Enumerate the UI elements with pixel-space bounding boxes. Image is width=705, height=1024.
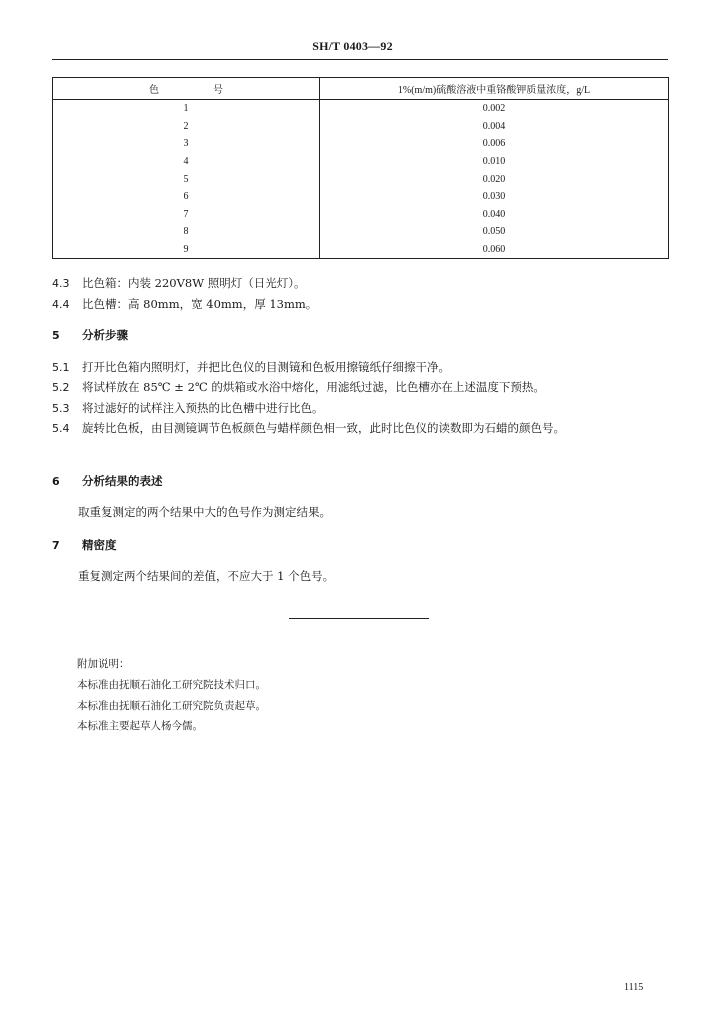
clause-4-3 xyxy=(52,275,305,292)
clause-5-1 xyxy=(52,359,450,376)
color-number-table xyxy=(52,77,669,259)
section-number: 7 xyxy=(52,539,60,552)
clause-number: 5.2 xyxy=(52,381,70,394)
table-row xyxy=(53,223,669,241)
clause-number: 4.4 xyxy=(52,298,70,311)
cell-color-number: 5 xyxy=(53,170,320,188)
table-row xyxy=(53,153,669,171)
table-row xyxy=(53,241,669,259)
standard-code-header: SH/T 0403—92 xyxy=(312,39,393,53)
table-body xyxy=(53,100,669,259)
section-number: 5 xyxy=(52,329,60,342)
cell-color-number: 7 xyxy=(53,206,320,224)
clause-5-4 xyxy=(52,418,668,439)
clause-number: 5.1 xyxy=(52,361,70,374)
section-title: 精密度 xyxy=(82,538,117,552)
cell-concentration: 0.030 xyxy=(320,188,669,206)
page-number: 1115 xyxy=(624,982,644,993)
header-rule xyxy=(52,59,668,60)
clause-5-2 xyxy=(52,379,545,396)
clause-text: 比色箱：内装 220V8W 照明灯（日光灯）。 xyxy=(82,276,306,290)
notes-line: 本标准由抚顺石油化工研究院技术归口。 xyxy=(77,679,266,691)
cell-color-number: 6 xyxy=(53,188,320,206)
table-row xyxy=(53,135,669,153)
section-6-text: 取重复测定的两个结果中大的色号作为测定结果。 xyxy=(78,505,331,519)
table-row xyxy=(53,206,669,224)
table-row xyxy=(53,118,669,136)
section-number: 6 xyxy=(52,475,60,488)
cell-color-number: 3 xyxy=(53,135,320,153)
cell-color-number: 9 xyxy=(53,241,320,259)
table-row xyxy=(53,100,669,118)
notes-line: 本标准由抚顺石油化工研究院负责起草。 xyxy=(77,700,266,712)
clause-text: 旋转比色板，由目测镜调节色板颜色与蜡样颜色相一致，此时比色仪的读数即为石蜡的颜色号。 xyxy=(82,421,565,435)
cell-color-number: 1 xyxy=(53,100,320,118)
cell-concentration: 0.050 xyxy=(320,223,669,241)
section-title: 分析步骤 xyxy=(82,328,128,342)
cell-concentration: 0.060 xyxy=(320,241,669,259)
clause-5-3 xyxy=(52,400,324,417)
section-title: 分析结果的表述 xyxy=(82,474,163,488)
cell-color-number: 8 xyxy=(53,223,320,241)
clause-number: 5.3 xyxy=(52,402,70,415)
section-7-text: 重复测定两个结果间的差值，不应大于 1 个色号。 xyxy=(78,569,335,583)
clause-text: 将过滤好的试样注入预热的比色槽中进行比色。 xyxy=(82,401,324,415)
cell-concentration: 0.020 xyxy=(320,170,669,188)
clause-4-4 xyxy=(52,296,317,313)
column-header-color-number: 色 号 xyxy=(53,78,320,100)
end-divider xyxy=(289,618,429,619)
table-header-row xyxy=(53,78,669,100)
clause-number: 5.4 xyxy=(52,422,70,435)
section-7-heading xyxy=(52,537,117,554)
cell-concentration: 0.010 xyxy=(320,153,669,171)
notes-title: 附加说明： xyxy=(77,658,130,670)
cell-concentration: 0.002 xyxy=(320,100,669,118)
section-5-heading xyxy=(52,327,128,344)
table-row xyxy=(53,170,669,188)
cell-concentration: 0.006 xyxy=(320,135,669,153)
column-header-concentration: 1%(m/m)硫酸溶液中重铬酸钾质量浓度，g/L xyxy=(320,78,669,100)
cell-color-number: 4 xyxy=(53,153,320,171)
table-row xyxy=(53,188,669,206)
section-6-heading xyxy=(52,473,163,490)
clause-number: 4.3 xyxy=(52,277,70,290)
cell-concentration: 0.004 xyxy=(320,118,669,136)
notes-line: 本标准主要起草人杨今儒。 xyxy=(77,720,203,732)
clause-text: 将试样放在 85℃ ± 2℃ 的烘箱或水浴中熔化，用滤纸过滤，比色槽亦在上述温度下预热。 xyxy=(82,380,545,394)
clause-text: 打开比色箱内照明灯，并把比色仪的目测镜和色板用擦镜纸仔细擦干净。 xyxy=(82,360,450,374)
cell-concentration: 0.040 xyxy=(320,206,669,224)
clause-text: 比色槽：高 80mm，宽 40mm，厚 13mm。 xyxy=(82,297,318,311)
cell-color-number: 2 xyxy=(53,118,320,136)
